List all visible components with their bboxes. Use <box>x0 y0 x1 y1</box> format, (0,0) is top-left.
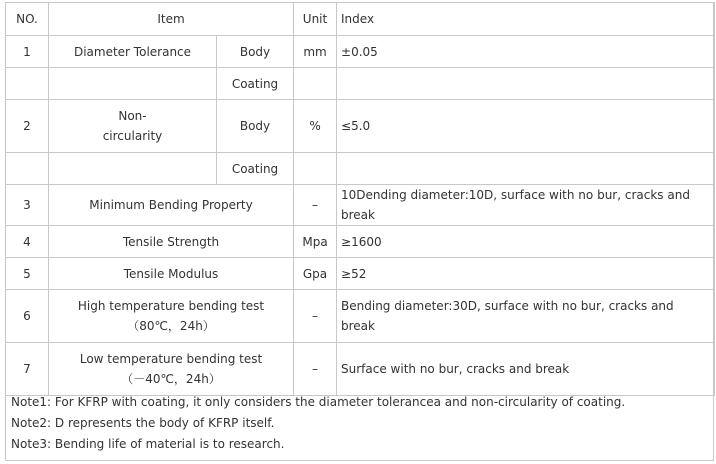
row-unit: % <box>294 100 337 153</box>
table-row <box>6 343 715 396</box>
row-index: Bending diameter:30D, surface with no bur, cracks and break <box>337 290 715 343</box>
row-item-line1: Low temperature bending test <box>79 352 263 366</box>
row-item <box>49 100 217 153</box>
row-item-line1: High temperature bending test <box>77 299 265 313</box>
table-row <box>6 185 715 226</box>
header-no: NO. <box>6 3 49 36</box>
row-unit: mm <box>294 36 337 68</box>
row-index: Surface with no bur, cracks and break <box>337 343 715 396</box>
table-row <box>6 36 715 68</box>
row-item <box>49 290 294 343</box>
row-unit: – <box>294 290 337 343</box>
empty-cell <box>6 153 49 185</box>
row-no: 6 <box>6 290 49 343</box>
empty-cell <box>294 153 337 185</box>
notes-section <box>11 392 625 455</box>
table-row <box>6 258 715 290</box>
note-3: Note3: Bending life of material is to research. <box>11 437 285 451</box>
table-row <box>6 153 715 185</box>
row-index: ≥52 <box>337 258 715 290</box>
row-index: ≤5.0 <box>337 100 715 153</box>
row-item-line2: circularity <box>102 129 163 143</box>
header-index: Index <box>337 3 715 36</box>
specification-table <box>5 2 715 396</box>
table-row <box>6 290 715 343</box>
note-2: Note2: D represents the body of KFRP itself. <box>11 416 275 430</box>
row-index: ±0.05 <box>337 36 715 68</box>
row-unit: Mpa <box>294 226 337 258</box>
row-item: Tensile Modulus <box>49 258 294 290</box>
empty-cell <box>294 68 337 100</box>
header-row <box>6 3 715 36</box>
row-subitem: Coating <box>217 68 294 100</box>
empty-cell <box>337 153 715 185</box>
empty-cell <box>337 68 715 100</box>
empty-cell <box>49 153 217 185</box>
row-no: 1 <box>6 36 49 68</box>
row-subitem: Body <box>217 36 294 68</box>
row-unit: – <box>294 185 337 226</box>
row-no: 7 <box>6 343 49 396</box>
table-row <box>6 226 715 258</box>
row-item-line2: （－40℃，24h） <box>121 372 221 386</box>
empty-cell <box>49 68 217 100</box>
header-item: Item <box>49 3 294 36</box>
row-item: Diameter Tolerance <box>49 36 217 68</box>
row-index: 10Dending diameter:10D, surface with no bur, cracks and break <box>337 185 715 226</box>
row-no: 4 <box>6 226 49 258</box>
row-item: Minimum Bending Property <box>49 185 294 226</box>
row-subitem: Coating <box>217 153 294 185</box>
row-item <box>49 343 294 396</box>
row-no: 3 <box>6 185 49 226</box>
row-index: ≥1600 <box>337 226 715 258</box>
row-no: 2 <box>6 100 49 153</box>
table-row <box>6 100 715 153</box>
row-item-line2: （80℃，24h） <box>127 319 215 333</box>
table-row <box>6 68 715 100</box>
row-unit: Gpa <box>294 258 337 290</box>
row-item: Tensile Strength <box>49 226 294 258</box>
row-subitem: Body <box>217 100 294 153</box>
row-no: 5 <box>6 258 49 290</box>
row-item-line1: Non- <box>118 109 147 123</box>
header-unit: Unit <box>294 3 337 36</box>
row-unit: – <box>294 343 337 396</box>
note-1: Note1: For KFRP with coating, it only considers the diameter tolerancea and non-circularity of coating. <box>11 395 626 409</box>
empty-cell <box>6 68 49 100</box>
